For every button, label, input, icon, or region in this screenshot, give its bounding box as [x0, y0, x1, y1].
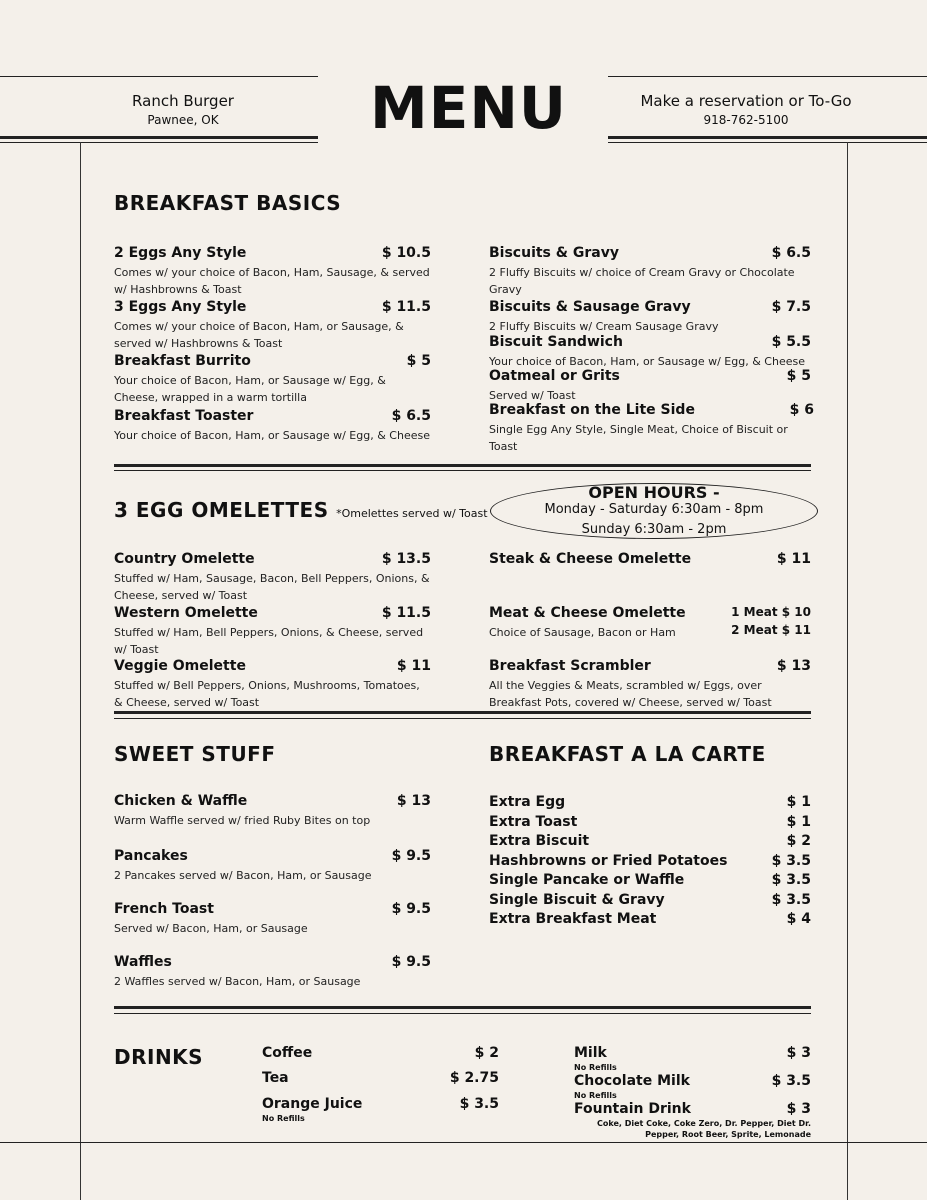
menu-item: [574, 1073, 811, 1100]
list-item: [489, 911, 811, 931]
menu-item: [114, 793, 431, 829]
section-divider: [114, 711, 811, 714]
page-title: MENU: [370, 74, 567, 142]
item-description: Stuffed w/ Bell Peppers, Onions, Mushrooms, Tomatoes, & Cheese, served w/ Toast: [114, 679, 420, 709]
a-la-carte-list: [489, 794, 811, 931]
phone-number[interactable]: 918-762-5100: [703, 113, 789, 127]
item-name: Single Biscuit & Gravy: [489, 891, 665, 908]
frame-rule: [0, 1142, 927, 1143]
header-rule: [608, 136, 927, 139]
menu-item: [262, 1045, 499, 1063]
restaurant-location: Pawnee, OK: [147, 113, 219, 127]
item-name: Biscuits & Gravy: [489, 245, 619, 261]
item-name: Biscuits & Sausage Gravy: [489, 299, 691, 315]
item-price: $ 2.75: [449, 1070, 499, 1086]
item-price: $ 11: [396, 658, 431, 674]
item-name: Western Omelette: [114, 605, 258, 621]
menu-item: [114, 658, 431, 711]
item-price: $ 11: [776, 551, 811, 567]
item-description: Your choice of Bacon, Ham, or Sausage w/ Egg, & Cheese: [489, 355, 805, 368]
item-description: 2 Fluffy Biscuits w/ Cream Sausage Gravy: [489, 320, 719, 333]
item-description: Comes w/ your choice of Bacon, Ham, Sausage, & served w/ Hashbrowns & Toast: [114, 266, 430, 296]
list-item: [489, 833, 811, 853]
list-item: [489, 892, 811, 912]
item-price: $ 2: [474, 1045, 499, 1061]
menu-item: [574, 1101, 811, 1119]
item-description: 2 Fluffy Biscuits w/ choice of Cream Gravy or Chocolate Gravy: [489, 266, 795, 296]
item-price: $ 10.5: [381, 245, 431, 261]
menu-item: [114, 901, 431, 937]
item-price: $ 2: [786, 833, 811, 849]
item-name: Oatmeal or Grits: [489, 368, 620, 384]
item-price: $ 3.5: [459, 1096, 499, 1112]
item-name: 2 Eggs Any Style: [114, 245, 247, 261]
item-name: Pancakes: [114, 848, 188, 864]
item-description: Stuffed w/ Ham, Bell Peppers, Onions, & Cheese, served w/ Toast: [114, 626, 424, 656]
item-name: Country Omelette: [114, 551, 255, 567]
header-rule: [0, 136, 318, 139]
item-price: $ 3.5: [771, 1073, 811, 1089]
menu-item: [489, 551, 811, 570]
menu-item: [489, 299, 811, 335]
menu-item: [489, 605, 811, 641]
section-title-sweet-stuff: SWEET STUFF: [114, 742, 276, 766]
menu-item: [574, 1045, 811, 1072]
item-price: $ 13: [776, 658, 811, 674]
item-price: $ 11.5: [381, 299, 431, 315]
item-name: Extra Breakfast Meat: [489, 911, 657, 927]
item-description: Comes w/ your choice of Bacon, Ham, or Sausage, & served w/ Hashbrowns & Toast: [114, 320, 404, 350]
item-note: No Refills: [574, 1091, 617, 1100]
item-name: Hashbrowns or Fried Potatoes: [489, 852, 728, 869]
item-price: $ 5: [786, 368, 811, 384]
menu-item: [489, 245, 811, 298]
price-two-meat: 2 Meat $ 11: [731, 623, 811, 637]
section-note: *Omelettes served w/ Toast: [336, 507, 488, 520]
item-description: Warm Waffle served w/ fried Ruby Bites on top: [114, 814, 371, 827]
menu-item: [114, 848, 431, 884]
hours-weekday: Monday - Saturday 6:30am - 8pm: [544, 502, 764, 517]
item-price: $ 3: [786, 1045, 811, 1061]
item-name: Steak & Cheese Omelette: [489, 551, 692, 567]
list-item: [489, 853, 811, 873]
item-name: Orange Juice: [262, 1096, 363, 1112]
item-description: Served w/ Toast: [489, 389, 576, 402]
item-description: 2 Waffles served w/ Bacon, Ham, or Sausage: [114, 975, 361, 988]
item-price: $ 9.5: [391, 954, 431, 970]
item-name: Biscuit Sandwich: [489, 334, 623, 350]
item-description: All the Veggies & Meats, scrambled w/ Eggs, over Breakfast Pots, covered w/ Cheese, served w/ Toast: [489, 679, 772, 709]
item-name: Breakfast on the Lite Side: [489, 402, 695, 418]
menu-item: [262, 1070, 499, 1088]
item-price: $ 6: [789, 402, 814, 418]
item-name: Veggie Omelette: [114, 658, 246, 674]
section-title: 3 EGG OMELETTES: [114, 498, 329, 522]
restaurant-name: Ranch Burger: [132, 92, 234, 110]
menu-item: [489, 658, 811, 711]
menu-item: [114, 605, 431, 658]
item-name: Coffee: [262, 1045, 313, 1061]
item-name: Breakfast Scrambler: [489, 658, 651, 674]
item-name: Meat & Cheese Omelette: [489, 605, 686, 621]
item-name: Tea: [262, 1070, 289, 1086]
item-price: $ 9.5: [391, 848, 431, 864]
item-price: $ 3: [786, 1101, 811, 1117]
menu-item: [489, 402, 814, 455]
menu-item: [114, 299, 431, 352]
item-description: Served w/ Bacon, Ham, or Sausage: [114, 922, 308, 935]
section-divider: [114, 1013, 811, 1014]
hours-title: OPEN HOURS -: [588, 483, 720, 502]
item-price: $ 3.5: [771, 872, 811, 888]
header-rule: [608, 76, 927, 77]
item-price: $ 1: [786, 813, 811, 830]
item-name: Milk: [574, 1045, 607, 1061]
item-name: Breakfast Toaster: [114, 408, 254, 424]
item-description: Your choice of Bacon, Ham, or Sausage w/ Egg, & Cheese: [114, 429, 430, 442]
item-price: $ 1: [786, 794, 811, 810]
item-name: Chocolate Milk: [574, 1073, 690, 1089]
header-rule: [0, 142, 318, 143]
frame-rule: [80, 142, 81, 1200]
item-description: Single Egg Any Style, Single Meat, Choice of Biscuit or Toast: [489, 423, 788, 453]
item-name: Extra Toast: [489, 813, 578, 830]
item-name: Breakfast Burrito: [114, 353, 251, 369]
item-price: $ 5: [406, 353, 431, 369]
item-price: [731, 603, 811, 639]
section-divider: [114, 464, 811, 467]
item-note: No Refills: [262, 1114, 305, 1123]
menu-item: [489, 334, 811, 370]
item-name: Chicken & Waffle: [114, 793, 248, 809]
item-name: Extra Biscuit: [489, 833, 590, 849]
section-title-drinks: DRINKS: [114, 1045, 204, 1069]
menu-item: [489, 368, 811, 404]
menu-item: [114, 551, 431, 604]
menu-item: [114, 408, 431, 444]
item-description: 2 Pancakes served w/ Bacon, Ham, or Sausage: [114, 869, 372, 882]
item-price: $ 3.5: [771, 852, 811, 869]
section-title-breakfast-basics: BREAKFAST BASICS: [114, 191, 342, 215]
menu-item: [114, 954, 431, 990]
frame-rule: [847, 142, 848, 1200]
menu-item: [114, 245, 431, 298]
section-title-omelettes: [114, 498, 488, 522]
item-name: Single Pancake or Waffle: [489, 872, 685, 888]
item-description: Stuffed w/ Ham, Sausage, Bacon, Bell Peppers, Onions, & Cheese, served w/ Toast: [114, 572, 430, 602]
hours-sunday: Sunday 6:30am - 2pm: [581, 522, 727, 537]
item-price: $ 13.5: [381, 551, 431, 567]
section-divider: [114, 1006, 811, 1009]
price-one-meat: 1 Meat $ 10: [731, 605, 811, 619]
item-name: Extra Egg: [489, 794, 566, 810]
section-divider: [114, 718, 811, 719]
list-item: [489, 814, 811, 834]
item-price: $ 13: [396, 793, 431, 809]
item-name: 3 Eggs Any Style: [114, 299, 247, 315]
list-item: [489, 794, 811, 814]
item-description: Choice of Sausage, Bacon or Ham: [489, 626, 676, 639]
item-price: $ 5.5: [771, 334, 811, 350]
item-description: Your choice of Bacon, Ham, or Sausage w/ Egg, & Cheese, wrapped in a warm tortilla: [114, 374, 386, 404]
item-note: Coke, Diet Coke, Coke Zero, Dr. Pepper, Diet Dr. Pepper, Root Beer, Sprite, Lemonade: [597, 1119, 811, 1139]
list-item: [489, 872, 811, 892]
item-price: $ 7.5: [771, 299, 811, 315]
section-title-a-la-carte: BREAKFAST A LA CARTE: [489, 742, 766, 766]
menu-item: [114, 353, 431, 406]
item-name: French Toast: [114, 901, 214, 917]
item-price: $ 3.5: [771, 891, 811, 908]
item-price: $ 6.5: [771, 245, 811, 261]
item-name: Waffles: [114, 954, 172, 970]
item-price: $ 9.5: [391, 901, 431, 917]
item-price: $ 4: [786, 911, 811, 927]
item-name: Fountain Drink: [574, 1101, 691, 1117]
section-divider: [114, 470, 811, 471]
header-rule: [608, 142, 927, 143]
menu-item: [262, 1096, 499, 1123]
item-note: No Refills: [574, 1063, 617, 1072]
reservation-text: Make a reservation or To-Go: [640, 92, 852, 110]
item-price: $ 11.5: [381, 605, 431, 621]
header-rule: [0, 76, 318, 77]
item-price: $ 6.5: [391, 408, 431, 424]
open-hours-badge: [490, 483, 818, 539]
